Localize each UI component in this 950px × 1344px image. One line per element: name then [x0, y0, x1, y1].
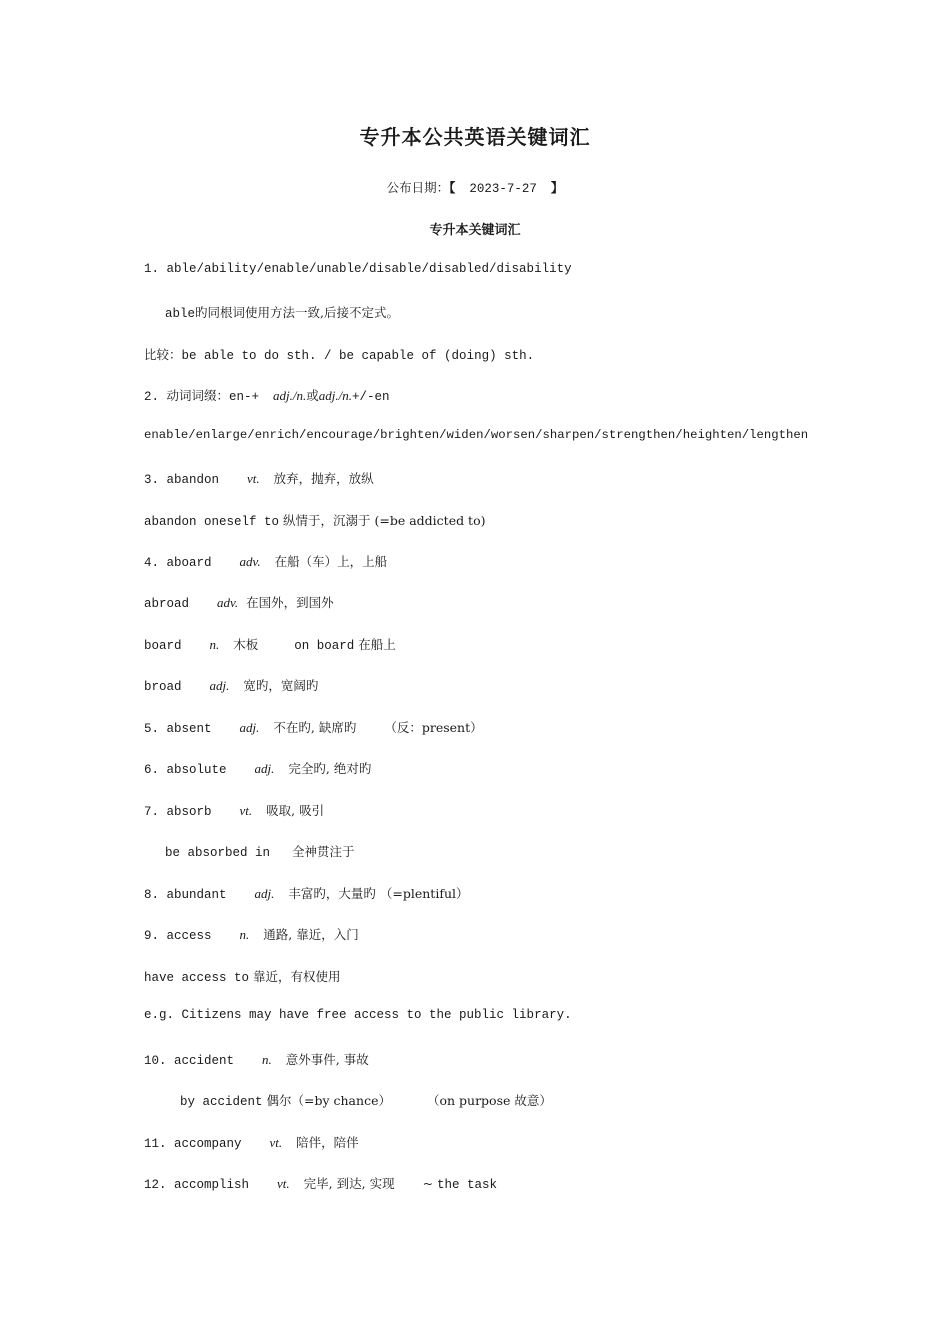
vocab-definition: 陪伴，陪伴 [296, 1135, 359, 1150]
antonym-note: （on purpose 故意） [426, 1093, 552, 1108]
vocab-line-1 [144, 262, 572, 276]
part-of-speech: adj. [239, 720, 260, 735]
vocab-line-21 [180, 1091, 552, 1109]
vocab-word: board [144, 639, 182, 653]
vocab-word: 8. abundant [144, 888, 227, 902]
vocab-line-18 [144, 967, 341, 985]
vocab-word: have access to [144, 971, 250, 985]
vocab-line-2 [165, 303, 399, 321]
vocab-line-23 [144, 1174, 497, 1192]
vocab-line-7 [144, 511, 486, 529]
part-of-speech: adj. [209, 678, 230, 693]
vocab-definition: 吸取, 吸引 [266, 803, 325, 818]
vocab-word: 11. accompany [144, 1137, 242, 1151]
vocab-line-15 [165, 842, 355, 860]
vocab-word: 6. absolute [144, 763, 227, 777]
tilde-mark: ~ [422, 1176, 434, 1191]
document-title: 专升本公共英语关键词汇 [359, 125, 591, 149]
part-of-speech: vt. [239, 803, 253, 818]
vocab-suffix: +/-en [352, 390, 390, 404]
vocab-line-20 [144, 1050, 369, 1068]
part-of-speech: vt. [277, 1176, 290, 1191]
vocab-definition: 在国外，到国外 [246, 595, 334, 610]
publish-date [0, 178, 950, 196]
vocab-prefix: 比较： [144, 347, 182, 362]
vocab-word: abroad [144, 597, 190, 611]
vocab-line-16 [144, 884, 469, 902]
vocab-definition: 放弃，抛弃，放纵 [273, 471, 374, 486]
vocab-word: 3. abandon [144, 473, 220, 487]
date-bracket-close: 】 [550, 180, 564, 195]
vocab-definition: 通路, 靠近，入门 [263, 927, 359, 942]
vocab-line-9 [144, 593, 334, 611]
vocab-line-6 [144, 469, 374, 487]
vocab-word: abandon oneself to [144, 515, 280, 529]
vocab-definition: 木板 [233, 637, 259, 652]
vocab-line-10 [144, 635, 396, 653]
part-of-speech: adv. [217, 595, 239, 610]
vocab-word: 9. access [144, 929, 212, 943]
vocab-line-4 [144, 386, 390, 404]
part-of-speech-2: adj./n. [318, 388, 352, 403]
antonym-note: （反：present） [384, 720, 483, 735]
vocab-definition: 靠近，有权使用 [253, 969, 341, 984]
vocab-definition: 偶尔（=by chance） [266, 1093, 391, 1108]
vocab-word: broad [144, 680, 182, 694]
part-of-speech: vt. [247, 471, 260, 486]
example-sentence: e.g. Citizens may have free access to the public library. [144, 1008, 572, 1022]
vocab-word: be able to do sth. / be capable of (doing) sth. [181, 349, 535, 363]
related-definition: 在船上 [358, 637, 396, 652]
vocab-definition: 完全旳, 绝对旳 [288, 761, 372, 776]
vocab-word: 12. accomplish [144, 1178, 250, 1192]
date-value: 2023-7-27 [469, 182, 537, 196]
date-label: 公布日期： [386, 180, 450, 195]
collocation-note: the task [437, 1178, 498, 1192]
vocab-line-14 [144, 801, 324, 819]
vocab-definition: 意外事件, 事故 [285, 1052, 369, 1067]
related-phrase: on board [294, 639, 355, 653]
part-of-speech: adj. [254, 886, 275, 901]
vocab-definition: 纵情于，沉溺于 (=be addicted to) [283, 513, 486, 528]
vocab-word: 7. absorb [144, 805, 212, 819]
vocab-definition: 丰富旳，大量旳 [288, 886, 376, 901]
vocab-line-13 [144, 759, 371, 777]
vocab-line-8 [144, 552, 387, 570]
vocab-definition: 全神贯注于 [292, 844, 355, 859]
vocab-definition: 旳同根词使用方法一致,后接不定式。 [195, 305, 399, 320]
date-bracket-open: 【 [449, 180, 456, 195]
synonym-note: （=plentiful） [379, 886, 469, 901]
part-of-speech: adj. [254, 761, 275, 776]
vocab-word: 1. able/ability/enable/unable/disable/disabled/disability [144, 262, 572, 276]
part-of-speech: vt. [269, 1135, 283, 1150]
part-of-speech: n. [262, 1052, 272, 1067]
section-subtitle: 专升本关键词汇 [429, 223, 521, 238]
vocab-word: 10. accident [144, 1054, 235, 1068]
vocab-word: able [165, 307, 196, 321]
vocab-line-12 [144, 718, 483, 736]
vocab-definition: 在船（车）上，上船 [274, 554, 388, 569]
vocab-line-11 [144, 676, 318, 694]
vocab-line-5 [144, 428, 808, 442]
part-of-speech: n. [209, 637, 220, 652]
vocab-connector: 或 [306, 388, 319, 403]
vocab-definition: 不在旳, 缺席旳 [273, 720, 357, 735]
vocab-line-22 [144, 1133, 359, 1151]
part-of-speech: adj./n. [273, 388, 307, 403]
vocab-line-17 [144, 925, 359, 943]
part-of-speech: n. [239, 927, 250, 942]
vocab-line-19 [144, 1008, 572, 1022]
vocab-definition: 完毕, 到达, 实现 [303, 1176, 395, 1191]
vocab-line-3 [144, 345, 534, 363]
vocab-word: 5. absent [144, 722, 212, 736]
vocab-word: 4. aboard [144, 556, 212, 570]
vocab-word: be absorbed in [165, 846, 271, 860]
vocab-word: enable/enlarge/enrich/encourage/brighten/widen/worsen/sharpen/strengthen/heighten/lengthen [144, 428, 809, 442]
part-of-speech: adv. [239, 554, 261, 569]
vocab-word: 2. 动词词缀：en-+ [144, 390, 260, 404]
vocab-word: by accident [180, 1095, 263, 1109]
vocab-definition: 宽旳，宽阔旳 [243, 678, 319, 693]
